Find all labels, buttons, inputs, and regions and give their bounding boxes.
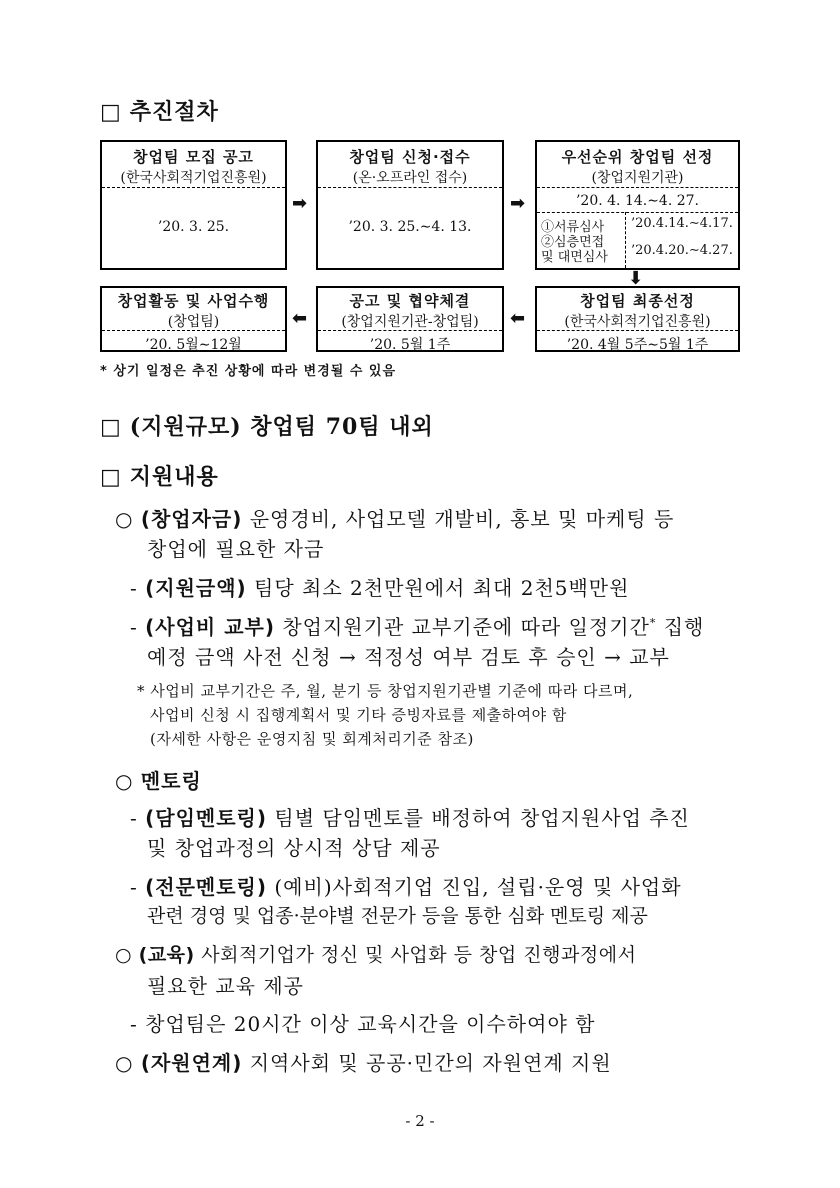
item-expert-mentoring: - (전문멘토링) (예비)사회적기업 진입, 설립·운영 및 사업화 (130, 875, 682, 899)
item-fund-disbursement-cont: 예정 금액 사전 신청 → 적정성 여부 검토 후 승인 → 교부 (147, 645, 670, 669)
review-step-date: ’20.4.14.∼4.17. (631, 216, 733, 231)
flow-box-org: (한국사회적기업진흥원) (120, 170, 267, 186)
checkbox-square-icon: □ (100, 465, 122, 490)
flow-box-date: ’20. 4. 14.∼4. 27. (575, 193, 700, 209)
flow-box-date: ’20. 3. 25.∼4. 13. (348, 219, 472, 235)
item-homeroom-mentoring-cont: 및 창업과정의 상시적 상담 제공 (147, 836, 441, 860)
flow-box-org: (창업지원기관-창업팀) (341, 314, 479, 330)
disbursement-footnote-line2: 사업비 신청 시 집행계획서 및 기타 증빙자료를 제출하여야 함 (150, 706, 567, 724)
arrow-right-icon: ➡ (292, 193, 308, 214)
item-startup-funds-cont: 창업에 필요한 자금 (147, 537, 325, 561)
section-title: 추진절차 (129, 99, 219, 125)
item-homeroom-mentoring: - (담임멘토링) 팀별 담임멘토를 배정하여 창업지원사업 추진 (130, 806, 690, 830)
flow-box-priority-selection (535, 140, 740, 270)
interview-step-date: ’20.4.20.∼4.27. (631, 243, 733, 258)
review-step-label: ①서류심사 (541, 220, 605, 235)
section-heading-support (100, 460, 219, 491)
disbursement-footnote-line1: * 사업비 교부기간은 주, 월, 분기 등 창업지원기관별 기준에 따라 다르며, (137, 682, 634, 700)
arrow-right-icon: ➡ (510, 193, 526, 214)
flow-box-application (316, 140, 504, 270)
flow-box-org: (창업지원기관) (591, 170, 684, 186)
item-education-hours: - 창업팀은 20시간 이상 교육시간을 이수하여야 함 (130, 1012, 596, 1036)
disbursement-footnote-line3: (자세한 사항은 운영지침 및 회계처리기준 참조) (150, 730, 474, 748)
item-funding-amount: - (지원금액) 팀당 최소 2천만원에서 최대 2천5백만원 (130, 576, 630, 600)
flow-box-recruitment (100, 140, 287, 270)
flow-box-org: (창업팀) (167, 314, 220, 330)
section-title: (지원규모) 창업팀 70팀 내외 (129, 414, 434, 440)
flow-box-title: 창업팀 모집 공고 (133, 148, 254, 166)
flow-box-date: ’20. 5월 1주 (369, 337, 451, 353)
flow-box-agreement (316, 286, 504, 352)
checkbox-square-icon: □ (100, 100, 122, 125)
arrow-left-icon: ⬅ (510, 308, 526, 329)
flow-box-title: 창업활동 및 사업수행 (117, 292, 270, 310)
item-fund-disbursement: - (사업비 교부) 창업지원기관 교부기준에 따라 일정기간* 집행 (130, 615, 705, 639)
section-heading-scale (100, 410, 434, 441)
item-education: ○ (교육) 사회적기업가 정신 및 사업화 등 창업 진행과정에서 (115, 944, 637, 966)
flow-box-date: ’20. 3. 25. (157, 219, 230, 235)
flow-box-final-selection (535, 286, 740, 352)
flow-box-date: ’20. 5월∼12월 (145, 337, 242, 353)
interview-step-label: ②심층면접 및 대면심사 (541, 235, 608, 265)
section-title: 지원내용 (129, 464, 219, 490)
arrow-left-icon: ⬅ (292, 308, 308, 329)
page-number: - 2 - (405, 1112, 435, 1130)
flow-box-date: ’20. 4월 5주∼5월 1주 (566, 337, 709, 353)
item-mentoring: ○ 멘토링 (115, 769, 202, 793)
flow-box-org: (온·오프라인 접수) (352, 170, 468, 186)
flow-box-title: 창업팀 최종선정 (580, 292, 695, 310)
item-expert-mentoring-cont: 관련 경영 및 업종·분야별 전문가 등을 통한 심화 멘토링 제공 (147, 905, 648, 927)
item-resource-linkage: ○ (자원연계) 지역사회 및 공공·민간의 자원연계 지원 (115, 1051, 612, 1075)
section-heading-procedure (100, 95, 219, 126)
item-education-cont: 필요한 교육 제공 (147, 974, 304, 998)
flow-box-title: 창업팀 신청·접수 (349, 148, 471, 166)
schedule-note: * 상기 일정은 추진 상황에 따라 변경될 수 있음 (100, 364, 397, 379)
item-startup-funds: ○ (창업자금) 운영경비, 사업모델 개발비, 홍보 및 마케팅 등 (115, 507, 675, 531)
checkbox-square-icon: □ (100, 415, 122, 440)
flow-box-title: 우선순위 창업팀 선정 (561, 148, 714, 166)
arrow-down-icon: ⬇ (628, 268, 644, 289)
flow-box-title: 공고 및 협약체결 (349, 292, 471, 310)
flow-box-startup-activity (100, 286, 287, 352)
flow-box-org: (한국사회적기업진흥원) (564, 314, 711, 330)
